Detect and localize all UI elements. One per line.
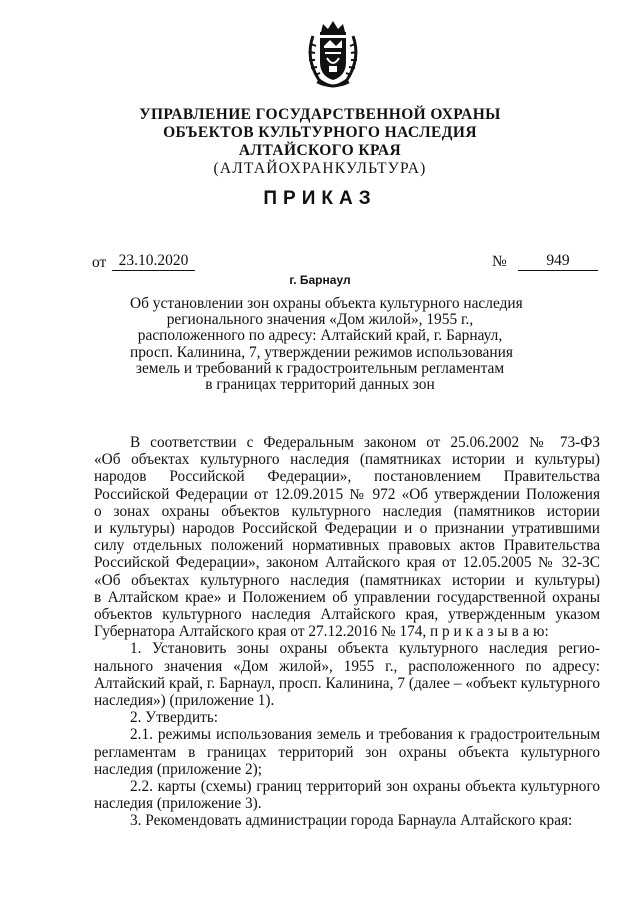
subject-line: просп. Калинина, 7, утверждении режимов использования [130, 343, 513, 361]
date-prefix: от [92, 254, 107, 271]
body-line: Губернатора Алтайского края от 27.12.2016 № 174, п р и к а з ы в а ю: [94, 623, 549, 641]
item-2-2-paragraph [94, 778, 600, 812]
body-line: Алтайский край, г. Барнаул, просп. Калинина, 7 (далее – «объект культурного [94, 674, 600, 692]
body-line: 2. Утвердить: [130, 709, 219, 727]
body-line: наследия») (приложение 1). [94, 692, 275, 710]
body-line: В соответствии с Федеральным законом от 25.06.2002 № 73-ФЗ [130, 434, 600, 451]
body-line: 1. Установить зоны охраны объекта культурного наследия регио- [130, 640, 600, 658]
body-line: наследия (приложение 2); [94, 760, 262, 778]
number-sign: № [492, 253, 507, 270]
document-number: 949 [518, 252, 598, 271]
body-line: в Алтайском крае» и Положением об управлении государственной охраны [94, 588, 600, 606]
body-line: регламентам в границах территорий зон охраны объекта культурного [94, 743, 600, 761]
body-line: и культуры) народов Российской Федерации и о признании утратившими [94, 520, 600, 538]
city-name: г. Барнаул [289, 273, 351, 287]
preamble-paragraph [94, 434, 600, 640]
subject-line: земель и требований к градостроительным регламентам [135, 359, 505, 377]
subject-line: расположенного по адресу: Алтайский край, г. Барнаул, [137, 327, 503, 345]
body-line: 2.1. режимы использования земель и требования к градостроительным [130, 726, 600, 744]
body-line: 2.2. карты (схемы) границ территорий зон охраны объекта культурного [130, 778, 600, 796]
document-body [94, 434, 600, 830]
document-date: 23.10.2020 [112, 252, 195, 271]
coat-of-arms-emblem [303, 18, 363, 90]
document-title: ПРИКАЗ [263, 188, 377, 209]
org-name-line-2: ОБЪЕКТОВ КУЛЬТУРНОГО НАСЛЕДИЯ [163, 124, 477, 141]
body-line: объектов культурного наследия Алтайского края, утвержденным указом [94, 606, 600, 624]
body-line: 3. Рекомендовать администрации города Барнаула Алтайского края: [130, 812, 573, 830]
body-line: наследия (приложение 3). [94, 795, 262, 813]
org-name-line-3: АЛТАЙСКОГО КРАЯ [238, 142, 402, 159]
subject-line: в границах территорий данных зон [205, 376, 435, 394]
body-line: народов Российской Федерации», постановлением Правительства [94, 468, 600, 486]
item-2-paragraph [94, 709, 600, 726]
body-line: «Об объектах культурного наследия (памятниках истории и культуры) [94, 571, 600, 589]
subject-line: Об установлении зон охраны объекта культурного наследия [130, 295, 523, 312]
org-name-line-1: УПРАВЛЕНИЕ ГОСУДАРСТВЕННОЙ ОХРАНЫ [139, 106, 501, 123]
document-subject [130, 295, 523, 394]
body-line: «Об объектах культурного наследия (памятниках истории и культуры) [94, 451, 600, 469]
subject-line: регионального значения «Дом жилой», 1955 г., [166, 311, 474, 329]
body-line: о зонах охраны объектов культурного наследия (памятников истории [94, 502, 600, 520]
body-line: Российской Федерации», законом Алтайского края от 12.05.2005 № 32-ЗС [94, 554, 600, 572]
item-1-paragraph [94, 640, 600, 709]
body-line: нального значения «Дом жилой», 1955 г., расположенного по адресу: [94, 657, 600, 675]
item-2-1-paragraph [94, 726, 600, 778]
org-short-name: (АЛТАЙОХРАНКУЛЬТУРА) [213, 160, 427, 177]
body-line: Российской Федерации от 12.09.2015 № 972 «Об утверждении Положения [94, 485, 600, 503]
body-line: силу отдельных положений нормативных правовых актов Правительства [94, 537, 600, 555]
item-3-paragraph [94, 812, 600, 829]
